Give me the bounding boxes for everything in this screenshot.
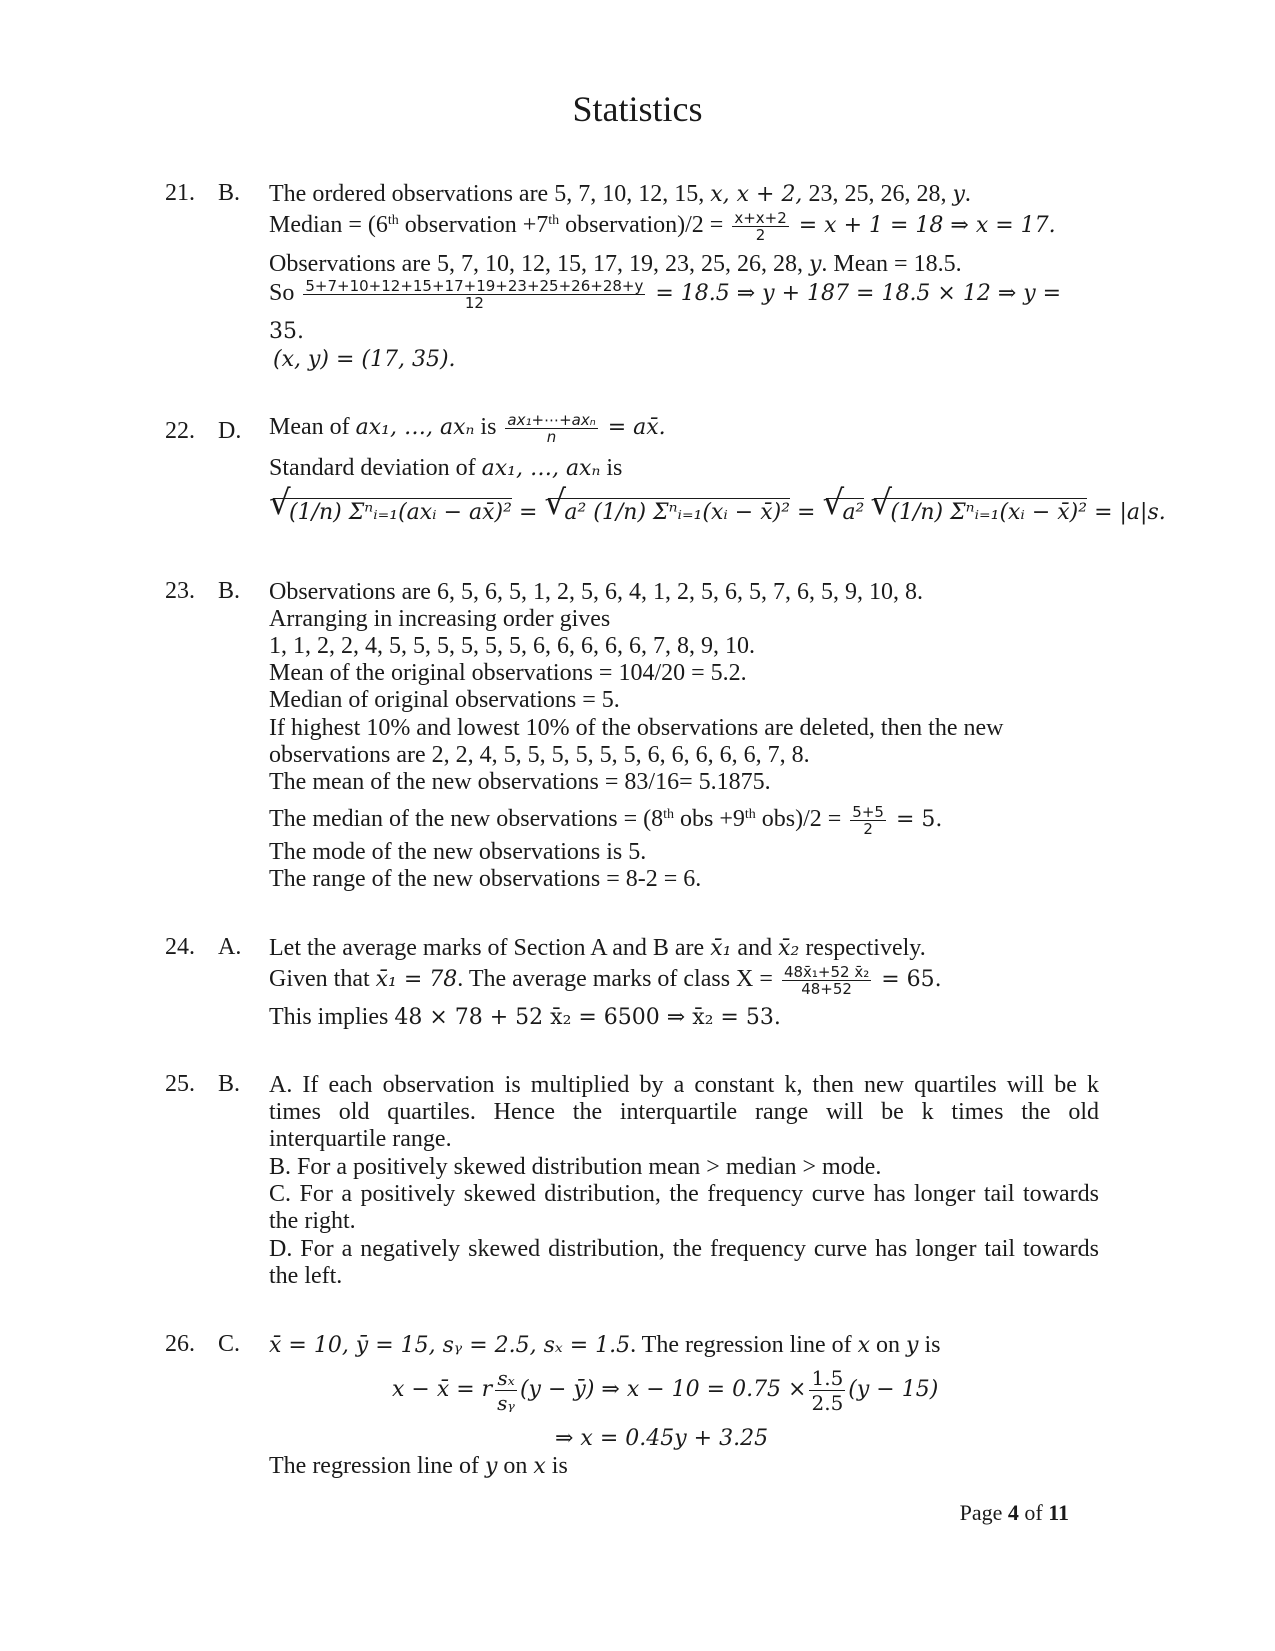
solution-line: Median of original observations = 5. — [269, 687, 620, 713]
solution-line: interquartile range. — [269, 1126, 452, 1152]
question-number: 23. — [165, 578, 195, 604]
solution-line: The ordered observations are 5, 7, 10, 12, 15, x, x + 2, 23, 25, 26, 28, y. — [269, 181, 971, 207]
solution-line: Let the average marks of Section A and B are x̄₁ and x̄₂ respectively. — [269, 935, 926, 961]
answer-letter: A. — [218, 934, 242, 960]
answer-letter: D. — [218, 418, 242, 444]
question-number: 24. — [165, 934, 195, 960]
solution-line: C. For a positively skewed distribution, the frequency curve has longer tail towards — [269, 1181, 1099, 1207]
solution-line: (x, y) = (17, 35). — [273, 347, 456, 372]
solution-line: Mean of the original observations = 104/20 = 5.2. — [269, 660, 747, 686]
answer-letter: C. — [218, 1331, 241, 1357]
solution-line: The mean of the new observations = 83/16= 5.1875. — [269, 769, 771, 795]
solution-line: Observations are 6, 5, 6, 5, 1, 2, 5, 6, 4, 1, 2, 5, 6, 5, 7, 6, 5, 9, 10, 8. — [269, 579, 923, 605]
solution-line: A. If each observation is multiplied by a constant k, then new quartiles will be k — [269, 1072, 1099, 1098]
solution-line: The mode of the new observations is 5. — [269, 839, 647, 865]
regression-result: ⇒ x = 0.45y + 3.25 — [555, 1426, 769, 1451]
solution-line: D. For a negatively skewed distribution, the frequency curve has longer tail towards — [269, 1236, 1099, 1262]
solution-line: Standard deviation of ax₁, …, axₙ is — [269, 455, 623, 481]
solution-line: Mean of ax₁, …, axₙ is $\frac{\text{ax₁+⋯+axₙ}}{n}$ = ax̄. — [269, 411, 666, 446]
solution-line: Given that x̄₁ = 78. The average marks of class X = $\frac{\text{48x̄₁+52 x̄₂}}{48+52}$ = 65. — [269, 963, 942, 998]
solution-line: B. For a positively skewed distribution mean > median > mode. — [269, 1154, 882, 1180]
answer-letter: B. — [218, 1071, 241, 1097]
solution-line: If highest 10% and lowest 10% of the observations are deleted, then the new — [269, 715, 1004, 741]
answer-letter: B. — [218, 180, 241, 206]
solution-line: So $\frac{5+7+10+12+15+17+19+23+25+26+28+y}{12}$ = 18.5 ⇒ y + 187 = 18.5 × 12 ⇒ y = — [269, 277, 1062, 312]
solution-line: This implies 48 × 78 + 52 x̄₂ = 6500 ⇒ x̄₂ = 53. — [269, 1004, 781, 1030]
solution-line: observations are 2, 2, 4, 5, 5, 5, 5, 5, 5, 6, 6, 6, 6, 6, 7, 8. — [269, 742, 810, 768]
question-number: 22. — [165, 418, 195, 444]
page-footer: Page 4 of 11 — [959, 1500, 1069, 1525]
solution-line: Arranging in increasing order gives — [269, 606, 611, 632]
solution-line: 35. — [269, 319, 304, 344]
question-number: 25. — [165, 1071, 195, 1097]
answer-letter: B. — [218, 578, 241, 604]
question-number: 21. — [165, 180, 195, 206]
solution-line: √ (1/n) Σⁿᵢ₌₁(axᵢ − ax̄)² = √ a² (1/n) Σⁿᵢ₌₁(xᵢ − x̄)² = √ a² √ (1/n) Σⁿᵢ₌₁(xᵢ − x̄)² = |a|s. — [269, 498, 1166, 527]
solution-line: The regression line of y on x is — [269, 1453, 568, 1479]
page-title: Statistics — [572, 89, 703, 129]
regression-equation: x − x̄ = r $\frac{\text{sₓ}}{\text{sᵧ}}$ (y − ȳ) ⇒ x − 10 = 0.75 × $\frac{1.5}{2.5}$ (y − 15) — [392, 1366, 939, 1415]
solution-line: The range of the new observations = 8-2 = 6. — [269, 866, 702, 892]
solution-line: the right. — [269, 1208, 356, 1234]
solution-line: 1, 1, 2, 2, 4, 5, 5, 5, 5, 5, 5, 6, 6, 6, 6, 6, 7, 8, 9, 10. — [269, 633, 755, 659]
solution-line: Median = (6th observation +7th observation)/2 = $\frac{x+x+2}{2}$ = x + 1 = 18 ⇒ x = 17. — [269, 209, 1056, 244]
solution-line: times old quartiles. Hence the interquartile range will be k times the old — [269, 1099, 1099, 1125]
solution-line: Observations are 5, 7, 10, 12, 15, 17, 19, 23, 25, 26, 28, y. Mean = 18.5. — [269, 251, 962, 277]
solution-line: the left. — [269, 1263, 343, 1289]
question-number: 26. — [165, 1331, 195, 1357]
solution-line: The median of the new observations = (8th obs +9th obs)/2 = $\frac{5+5}{2}$ = 5. — [269, 803, 943, 838]
solution-line: x̄ = 10, ȳ = 15, sᵧ = 2.5, sₓ = 1.5. The regression line of x on y is — [269, 1332, 941, 1358]
